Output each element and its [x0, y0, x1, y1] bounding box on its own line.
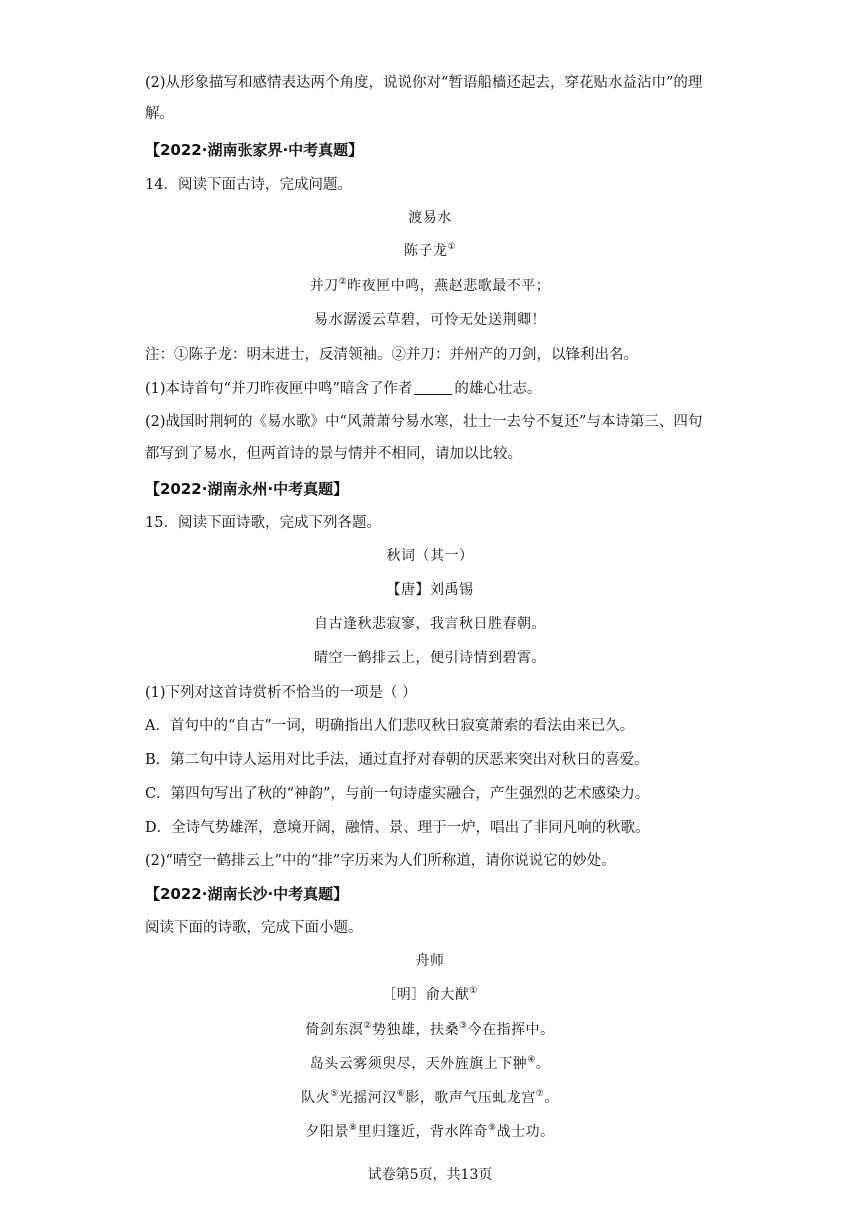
poem-author-yudayou: ［明］俞大猷①	[382, 986, 478, 1003]
poem-line-1: 自古逢秋悲寂寥，我言秋日胜春朝。	[314, 616, 546, 632]
option-a[interactable]: A．首句中的“自古”一词，明确指出人们悲叹秋日寂寞萧索的看法由来已久。	[145, 718, 635, 734]
poem-title-qiuci: 秋词（其一）	[386, 548, 474, 564]
poem-author-liuyuxi: 【唐】刘禹锡	[386, 582, 474, 598]
poem-line-2: 晴空一鹤排云上，便引诗情到碧霄。	[314, 650, 546, 666]
poem-title-zhoushi: 舟师	[415, 953, 445, 969]
poem-line-1: 并刀②昨夜匣中鸣，燕赵悲歌最不平；	[309, 277, 551, 294]
reading-intro: 阅读下面的诗歌，完成下面小题。	[145, 920, 363, 936]
poem-line-2: 岛头云雾须臾尽，天外旌旗上下翀④。	[309, 1055, 551, 1072]
question-14-part2-line2: 都写到了易水，但两首诗的景与情并不相同，请加以比较。	[145, 446, 522, 462]
page-footer: 试卷第5页，共13页	[367, 1167, 493, 1183]
poem-line-1: 倚剑东溟②势独雄，扶桑③今在指挥中。	[305, 1021, 555, 1038]
question-14-part2-line1: (2)战国时荆轲的《易水歌》中“风萧萧兮易水寒，壮士一去兮不复还”与本诗第三、四句	[145, 414, 703, 430]
q13-part2-line1: (2)从形象描写和感情表达两个角度，说说你对“暂语船樯还起去，穿花贴水益沾巾”的理	[145, 75, 703, 91]
question-14-part1: (1)本诗首句“并刀昨夜匣中鸣”暗含了作者 的雄心壮志。	[145, 381, 542, 397]
question-15-part1: (1)下列对这首诗赏析不恰当的一项是（ ）	[145, 685, 417, 701]
section-heading-zhangjiajie: 【2022·湖南张家界·中考真题】	[145, 141, 364, 159]
question-14-intro: 14．阅读下面古诗，完成问题。	[145, 177, 352, 193]
question-15-intro: 15．阅读下面诗歌，完成下列各题。	[145, 515, 381, 531]
section-heading-changsha: 【2022·湖南长沙·中考真题】	[145, 885, 349, 903]
option-d[interactable]: D．全诗气势雄浑，意境开阔，融情、景、理于一炉，唱出了非同凡响的秋歌。	[145, 820, 650, 836]
answer-blank[interactable]	[414, 380, 452, 395]
option-c[interactable]: C．第四句写出了秋的“神韵”，与前一句诗虚实融合，产生强烈的艺术感染力。	[145, 786, 650, 802]
question-15-part2: (2)“晴空一鹤排云上”中的“排”字历来为人们所称道，请你说说它的妙处。	[145, 853, 616, 869]
poem-line-2: 易水潺湲云草碧，可怜无处送荆卿！	[314, 312, 546, 328]
poem-note: 注：①陈子龙：明末进士，反清领袖。②并刀：并州产的刀剑，以锋利出名。	[145, 347, 638, 363]
option-b[interactable]: B．第二句中诗人运用对比手法，通过直抒对春朝的厌恶来突出对秋日的喜爱。	[145, 752, 649, 768]
poem-title-duyishui: 渡易水	[408, 210, 452, 226]
q13-part2-line2: 解。	[145, 106, 174, 122]
section-heading-yongzhou: 【2022·湖南永州·中考真题】	[145, 480, 349, 498]
poem-line-4: 夕阳景⑧里归篷近，背水阵奇⑨战士功。	[305, 1123, 555, 1140]
poem-line-3: 队火⑤光摇河汉⑥影，歌声气压虬龙宫⑦。	[301, 1089, 559, 1106]
poem-author-chenzilong: 陈子龙①	[403, 242, 457, 259]
